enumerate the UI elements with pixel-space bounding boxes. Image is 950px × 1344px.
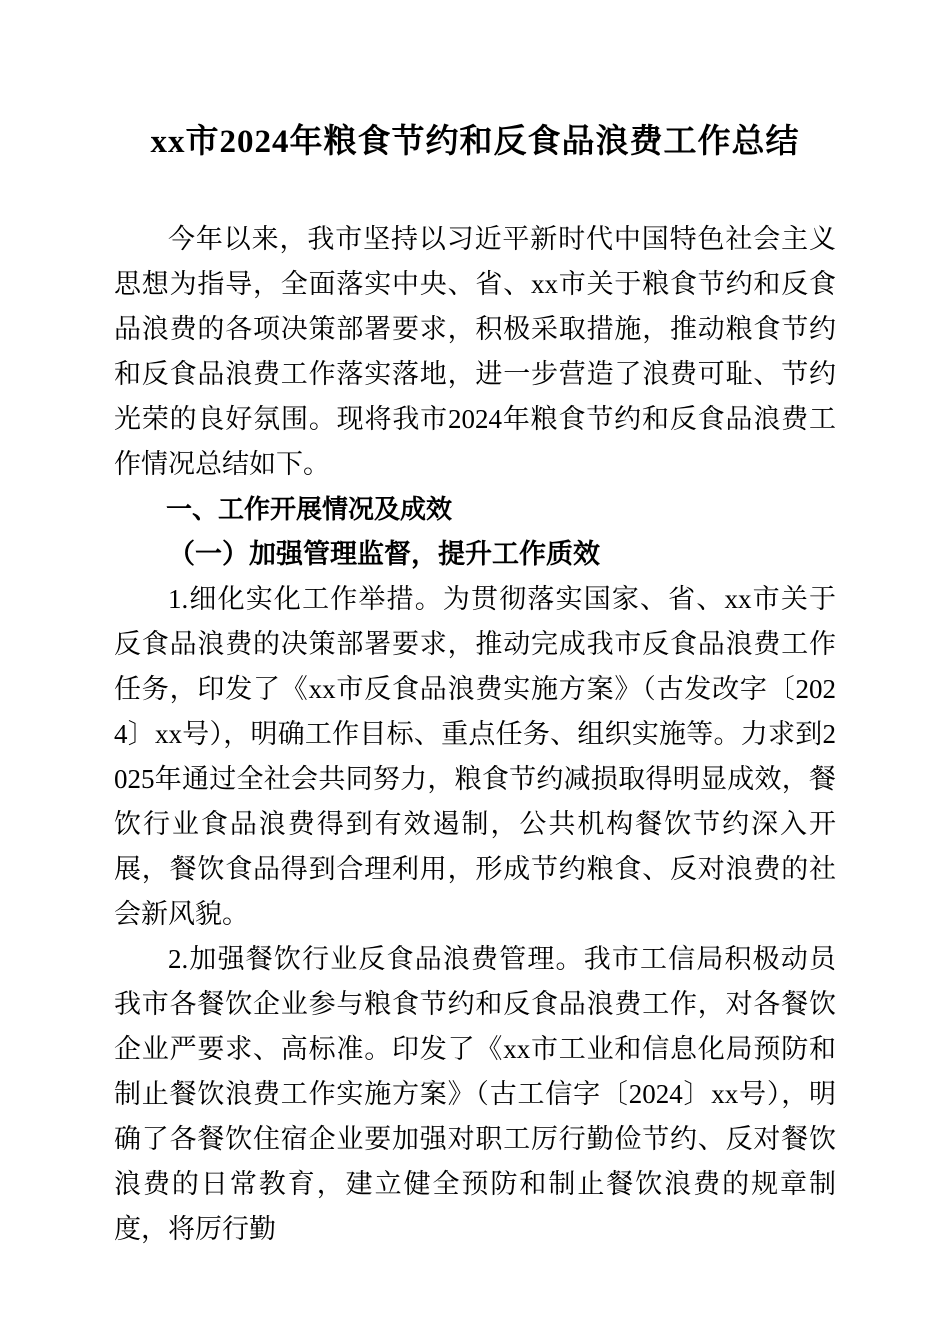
item-paragraph-2: 2.加强餐饮行业反食品浪费管理。我市工信局积极动员我市各餐饮企业参与粮食节约和反食品浪费工作，对各餐饮企业严要求、高标准。印发了《xx市工业和信息化局预防和制止餐饮浪费工作实施方案》（古工信字〔2024〕xx号），明确了各餐饮住宿企业要加强对职工厉行勤俭节约、反对餐饮浪费的日常教育，建立健全预防和制止餐饮浪费的规章制度，将厉行勤 xyxy=(114,943,836,1244)
document-title: xx市2024年粮食节约和反食品浪费工作总结 xyxy=(150,124,800,160)
intro-paragraph: 今年以来，我市坚持以习近平新时代中国特色社会主义思想为指导，全面落实中央、省、xx市关于粮食节约和反食品浪费的各项决策部署要求，积极采取措施，推动粮食节约和反食品浪费工作落实落地，进一步营造了浪费可耻、节约光荣的良好氛围。现将我市2024年粮食节约和反食品浪费工作情况总结如下。 xyxy=(114,223,836,479)
item-paragraph-1: 1.细化实化工作举措。为贯彻落实国家、省、xx市关于反食品浪费的决策部署要求，推动完成我市反食品浪费工作任务，印发了《xx市反食品浪费实施方案》（古发改字〔2024〕xx号），明确工作目标、重点任务、组织实施等。力求到2025年通过全社会共同努力，粮食节约减损取得明显成效，餐饮行业食品浪费得到有效遏制，公共机构餐饮节约深入开展，餐饮食品得到合理利用，形成节约粮食、反对浪费的社会新风貌。 xyxy=(114,583,836,929)
subsection-heading-1: （一）加强管理监督，提升工作质效 xyxy=(168,538,600,569)
section-heading-1: 一、工作开展情况及成效 xyxy=(166,493,453,524)
